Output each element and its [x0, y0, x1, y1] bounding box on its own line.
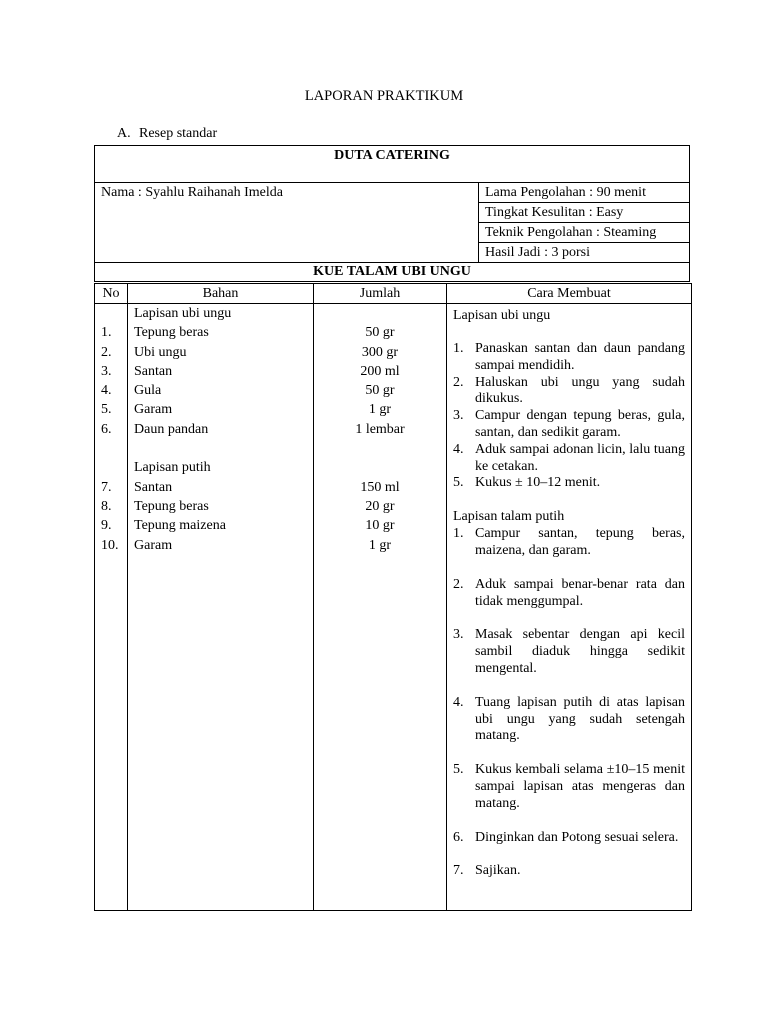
step-text: Campur dengan tepung beras, gula, santan, dan sedikit garam. — [475, 408, 685, 440]
method-step — [453, 341, 685, 375]
method-step — [453, 762, 685, 812]
row-number: 2. — [101, 344, 112, 360]
ingredient-name — [128, 439, 313, 458]
method-step — [453, 863, 685, 880]
step-text: Campur santan, tepung beras, maizena, dan garam. — [475, 526, 685, 558]
step-text: Dinginkan dan Potong sesuai selera. — [475, 829, 679, 845]
cara-column — [447, 304, 692, 911]
method-step — [453, 577, 685, 611]
difficulty-level: Tingkat Kesulitan : Easy — [479, 203, 690, 223]
cara-putih-title: Lapisan talam putih — [453, 509, 565, 525]
step-number: 5. — [453, 762, 464, 778]
section-heading — [117, 126, 217, 142]
ingredient-amount: 50 gr — [365, 383, 395, 399]
row-number: 8. — [101, 498, 112, 514]
step-number: 6. — [453, 829, 464, 845]
step-text: Kukus ± 10–12 menit. — [475, 475, 601, 491]
ingredient-amount: 200 ml — [360, 363, 400, 379]
step-text: Tuang lapisan putih di atas lapisan ubi ungu yang sudah setengah matang. — [475, 694, 685, 744]
no-column — [95, 304, 128, 911]
step-number: 1. — [453, 526, 464, 542]
recipe-name: KUE TALAM UBI UNGU — [95, 263, 690, 282]
step-text: Haluskan ubi ungu yang sudah dikukus. — [475, 374, 685, 407]
row-number — [95, 458, 127, 477]
ingredient-amount: 1 gr — [368, 537, 392, 553]
step-number: 4. — [453, 441, 464, 457]
ingredient-amount: 10 gr — [365, 518, 395, 534]
method-step — [453, 408, 685, 442]
recipe-table — [94, 283, 692, 911]
step-number: 3. — [453, 627, 464, 643]
cara-ungu-steps — [453, 341, 685, 492]
ingredient-amount: 150 ml — [360, 479, 400, 495]
yield: Hasil Jadi : 3 porsi — [479, 243, 690, 263]
processing-technique: Teknik Pengolahan : Steaming — [479, 223, 690, 243]
row-number — [95, 304, 127, 323]
ingredient-name: Santan — [134, 363, 173, 379]
ingredient-name: Santan — [134, 479, 173, 495]
ingredient-name: Tepung maizena — [134, 518, 226, 534]
step-text: Panaskan santan dan daun pandang sampai mendidih. — [475, 341, 685, 373]
step-number: 4. — [453, 694, 464, 710]
ingredient-amount: 50 gr — [365, 325, 395, 341]
row-number: 4. — [101, 383, 112, 399]
step-text: Aduk sampai benar-benar rata dan tidak menggumpal. — [475, 576, 685, 609]
step-number: 1. — [453, 341, 464, 356]
ingredient-amount — [314, 304, 446, 323]
student-name: Nama : Syahlu Raihanah Imelda — [95, 183, 479, 263]
ingredient-name: Garam — [134, 537, 173, 553]
bahan-column — [128, 304, 314, 911]
section-label: Resep standar — [139, 126, 218, 141]
method-step — [453, 695, 685, 745]
row-number: 10. — [101, 537, 119, 553]
ingredient-amount — [314, 458, 446, 477]
ingredient-name: Lapisan ubi ungu — [134, 306, 232, 321]
row-number: 6. — [101, 421, 112, 437]
step-number: 7. — [453, 863, 464, 879]
processing-time: Lama Pengolahan : 90 menit — [479, 183, 690, 203]
step-number: 2. — [453, 374, 464, 390]
step-text: Aduk sampai adonan licin, lalu tuang ke cetakan. — [475, 441, 685, 474]
row-number: 5. — [101, 402, 112, 418]
method-step — [453, 526, 685, 560]
step-text: Sajikan. — [475, 863, 521, 879]
ingredient-name: Daun pandan — [134, 421, 209, 437]
step-text: Masak sebentar dengan api kecil sambil diaduk hingga sedikit mengental. — [475, 627, 685, 676]
method-step — [453, 475, 685, 492]
ingredient-amount — [314, 439, 446, 458]
row-number: 7. — [101, 479, 112, 495]
header-cara: Cara Membuat — [447, 284, 692, 304]
method-step — [453, 442, 685, 476]
ingredient-amount: 1 gr — [368, 402, 392, 418]
ingredient-name: Tepung beras — [134, 325, 209, 341]
header-bahan: Bahan — [128, 284, 314, 304]
section-number: A. — [117, 126, 131, 141]
table-header-row — [95, 284, 692, 304]
ingredient-amount: 20 gr — [365, 498, 395, 514]
step-text: Kukus kembali selama ±10–15 menit sampai lapisan atas mengeras dan matang. — [475, 762, 685, 811]
document-title: LAPORAN PRAKTIKUM — [304, 88, 464, 104]
jumlah-column — [314, 304, 447, 911]
ingredient-name: Ubi ungu — [134, 344, 187, 360]
row-number: 9. — [101, 518, 112, 534]
method-step — [453, 627, 685, 677]
ingredient-name: Tepung beras — [134, 498, 209, 514]
method-step — [453, 830, 685, 847]
cara-putih-steps — [453, 526, 685, 880]
ingredient-name: Gula — [134, 383, 162, 399]
row-number: 1. — [101, 325, 112, 341]
step-number: 2. — [453, 576, 464, 592]
ingredient-amount: 300 gr — [361, 344, 399, 360]
step-number: 5. — [453, 475, 464, 491]
row-number — [95, 439, 127, 458]
row-number: 3. — [101, 363, 112, 379]
ingredient-name: Garam — [134, 402, 173, 418]
method-step — [453, 375, 685, 409]
cara-ungu-title: Lapisan ubi ungu — [453, 308, 551, 323]
header-no: No — [95, 284, 128, 304]
ingredient-name: Lapisan putih — [134, 460, 211, 476]
header-jumlah: Jumlah — [314, 284, 447, 304]
ingredient-amount: 1 lembar — [355, 421, 405, 437]
step-number: 3. — [453, 408, 464, 424]
company-name: DUTA CATERING — [95, 146, 690, 183]
header-table — [94, 145, 690, 282]
